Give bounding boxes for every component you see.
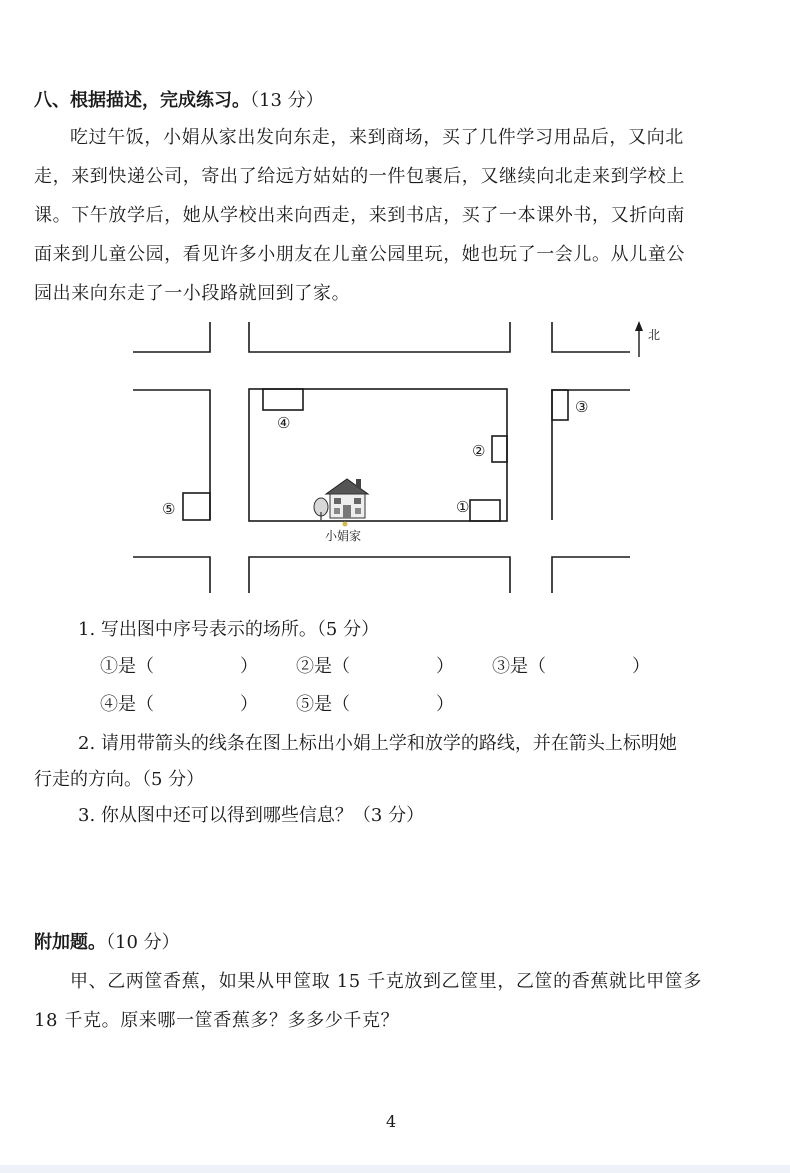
bonus-title: 附加题。 [34,932,106,953]
answer-3-open: ③是（ [492,656,546,677]
story-line: 园出来向东走了一小段路就回到了家。 [34,283,351,304]
answer-4-open: ④是（ [100,694,154,715]
bonus-paragraph [34,962,760,1040]
marker-1: ① [456,498,470,516]
question-3-text: 3. 你从图中还可以得到哪些信息？（3 分） [78,805,425,826]
block-bottom-middle [249,557,510,593]
home-label: 小娟家 [325,529,362,543]
house-icon [314,479,368,527]
block-top-left [133,322,210,352]
block-bottom-left [133,557,210,593]
place-1-box [470,500,500,521]
question-2-line1: 2. 请用带箭头的线条在图上标出小娟上学和放学的路线，并在箭头上标明她 [78,733,677,754]
bonus-score: （10 分） [106,932,180,953]
place-4-box [263,389,303,410]
answer-4-close: ） [240,694,258,715]
place-2-box [492,436,507,462]
answer-5-open: ⑤是（ [296,694,350,715]
street-map [0,310,790,600]
story-line: 课。下午放学后，她从学校出来向西走，来到书店，买了一本课外书，又折向南 [34,205,685,226]
answer-1-close: ） [240,656,258,677]
question-1-row1 [100,652,650,678]
section8-heading [34,86,324,112]
marker-3: ③ [575,398,589,416]
bottom-edge [0,1165,790,1173]
question-2 [34,726,768,798]
question-2-line2: 行走的方向。（5 分） [34,769,205,790]
block-middle-right [552,390,630,520]
answer-1-open: ①是（ [100,656,154,677]
block-bottom-right [552,557,630,593]
story-line: 吃过午饭，小娟从家出发向东走，来到商场，买了几件学习用品后，又向北 [70,127,684,148]
answer-2-open: ②是（ [296,656,350,677]
bonus-line: 18 千克。原来哪一筐香蕉多？多多少千克？ [34,1010,400,1031]
section8-score: （13 分） [250,90,324,111]
block-top-right [552,322,630,352]
north-label: 北 [648,328,661,342]
question-1-row2 [100,690,454,716]
block-top-middle [249,322,510,352]
story-line: 面来到儿童公园，看见许多小朋友在儿童公园里玩，她也玩了一会儿。从儿童公 [34,244,685,265]
north-arrow-icon [635,321,643,357]
answer-2-close: ） [436,656,454,677]
marker-4: ④ [277,414,291,432]
place-3-box [552,390,568,420]
bonus-heading [34,928,180,954]
story-line: 走，来到快递公司，寄出了给远方姑姑的一件包裹后，又继续向北走来到学校上 [34,166,685,187]
place-5-box [183,493,210,520]
answer-3-close: ） [632,656,650,677]
marker-5: ⑤ [162,500,176,518]
question-1-text: 1. 写出图中序号表示的场所。（5 分） [78,619,380,640]
question-3 [78,798,768,834]
section8-title: 八、根据描述，完成练习。 [34,90,250,111]
page-number: 4 [386,1112,397,1131]
bonus-line: 甲、乙两筐香蕉，如果从甲筐取 15 千克放到乙筐里，乙筐的香蕉就比甲筐多 [70,971,702,992]
story-paragraph [34,118,760,313]
question-1 [78,612,768,648]
answer-5-close: ） [436,694,454,715]
marker-2: ② [472,442,486,460]
